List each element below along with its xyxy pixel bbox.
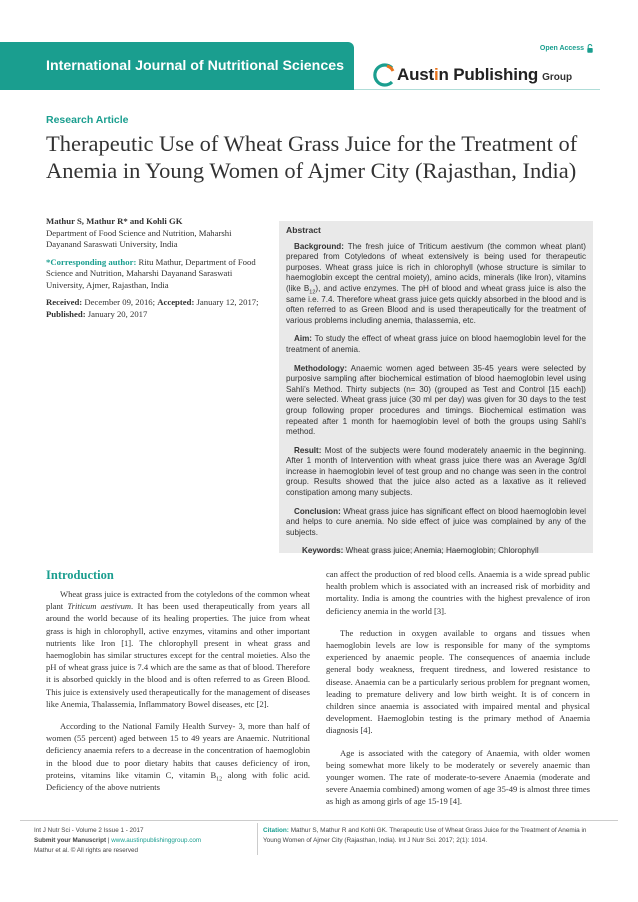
publisher-name: Austin Publishing: [397, 65, 539, 84]
abstract-methodology: Methodology: Anaemic women aged between 35-45 years were selected by purposive sampling after biochemical estimation of blood haemoglobin level using Sahli’s Method. Thirty subjects (n= 30) (grouped as Test and Control [15 each]) were selected. Wheat grass juice (30 ml per day) was given for 30 days to the test group following proper procedures and timings. Biochemical estimation was repeated after 1 month for haemoglobin level of both the groups using Sahli’s method.: [286, 363, 586, 437]
article-dates: Received: December 09, 2016; Accepted: January 12, 2017; Published: January 20, 2017: [46, 297, 259, 319]
publisher-logo-icon: [372, 62, 396, 88]
article-title: Therapeutic Use of Wheat Grass Juice for the Treatment of Anemia in Young Women of Ajmer City (Rajasthan, India): [46, 131, 578, 183]
publisher-logo: [372, 62, 572, 88]
corresponding-author: *Corresponding author: Ritu Mathur, Department of Food Science and Nutrition, Maharshi Dayanand Saraswati University, Ajmer, Rajasthan, India: [46, 256, 256, 290]
intro-paragraph-3: can affect the production of red blood cells. Anaemia is a wide spread public health problem which is associated with an increased risk of morbidity and mortality. India is among the countries with the highest prevalence of iron deficiency anemia in the world [3].: [326, 569, 590, 616]
abstract-background: Background: The fresh juice of Triticum aestivum (the common wheat plant) prepared from Cotyledons of wheat extensively is being used for therapeutic purposes. Wheat grass juice is rich in chlorophyll (whose structure is similar to haemoglobin except the central moiety), amino acids, minerals (like Iron), vitamins (like $B_{12}$), and active enzymes. The pH of blood and wheat grass juice is also the same i.e. 7.4. Therefore wheat grass juice gets quickly absorbed in the blood and is often referred to as Green Blood and is used therapeutically for the treatment of various problems including anemia, thalassemia, etc.: [286, 241, 586, 325]
abstract-box: [279, 221, 593, 556]
intro-paragraph-2: According to the National Family Health Survey- 3, more than half of women (55 percent) aged between 15 to 49 years are Anaemic. Nutritional deficiency anaemia refers to a decrease in the concentration of haemoglobin in the blood due to poor dietary habits that causes deficiency of iron, proteins, vitamins like vitamin C, vitamin $B_{12}$ along with folic acid. Deficiency of the above nutrients: [46, 721, 311, 793]
introduction-heading: Introduction: [46, 568, 114, 582]
footer-submit: Submit your Manuscript | www.austinpublishinggroup.com: [34, 836, 202, 844]
intro-paragraph-4: The reduction in oxygen available to organs and tissues when haemoglobin levels are low is responsible for many of the symptoms experienced by anaemic people. The consequences of anaemia include general body weakness, frequent tiredness, and lowered resistance to disease. Anaemia can be a particularly serious problem for pregnant women, leading to premature delivery and low birth weight. It is of concern in children since anaemia is associated with impaired mental and physical development. Haemoglobin testing is the primary method of Anaemia diagnosis [4].: [326, 627, 590, 736]
open-lock-icon: [587, 44, 593, 53]
intro-paragraph-1: Wheat grass juice is extracted from the cotyledons of the common wheat plant Triticum aestivum. It has been used therapeutically from years all around the world because of its healing properties. The juice from wheat grass is high in chlorophyll, active enzymes, vitamins and other important nutrients like Iron [1]. The chlorophyll present in wheat grass and haemoglobin has similar structures except for the central moieties. Also the pH of wheat grass juice is 7.4 which are the same as that of blood. Therefore it is absorbed quickly in the blood and is often referred to as Green Blood. This juice is extensively used therapeutically for the management of diseases like Anemia, Thalassemia, Inflammatory Bowel diseases, etc [2].: [46, 589, 310, 709]
footer-url-link[interactable]: www.austinpublishinggroup.com: [111, 836, 202, 844]
body-column-right: [326, 568, 590, 818]
article-type: Research Article: [46, 114, 129, 126]
abstract-heading: Abstract: [286, 225, 321, 235]
footer-citation: Citation: Mathur S, Mathur R and Kohli GK. Therapeutic Use of Wheat Grass Juice for the Treatment of Anemia in Young Women of Ajmer City (Rajasthan, India). Int J Nutr Sci. 2017; 2(1): 1014.: [263, 827, 587, 844]
abstract-aim: Aim: To study the effect of wheat grass juice on blood haemoglobin level for the treatment of anemia.: [286, 334, 586, 354]
publisher-group: Group: [542, 71, 573, 83]
footer-divider: [257, 823, 258, 855]
open-access-badge[interactable]: [540, 44, 593, 53]
open-access-label: Open Access: [539, 45, 584, 52]
footer-rights: Mathur et al. © All rights are reserved: [34, 846, 139, 854]
author-names: Mathur S, Mathur R* and Kohli GK: [46, 216, 183, 226]
journal-title: International Journal of Nutritional Sciences: [46, 58, 344, 74]
banner-divider: [354, 89, 600, 90]
author-info: [46, 216, 268, 326]
body-column-left: [46, 568, 310, 803]
footer-volume: Int J Nutr Sci - Volume 2 Issue 1 - 2017: [34, 827, 144, 834]
footer-journal-info: [34, 826, 256, 855]
footer-rule: [20, 820, 618, 821]
abstract-conclusion: Conclusion: Wheat grass juice has significant effect on blood haemoglobin level and helps to cure anemia. No side effect of juice was complained by any of the subjects.: [286, 506, 587, 537]
intro-paragraph-5: Age is associated with the category of Anaemia, with older women being somewhat more likely to be moderately or severely anaemic than younger women. The rate of moderate-to-severe Anaemia (moderate and severe Anaemia combined) among women of age 35-49 is almost three times as high as among girls of age 15-19 [4].: [326, 747, 590, 807]
abstract-keywords: Keywords: Wheat grass juice; Anemia; Haemoglobin; Chlorophyll: [302, 546, 539, 556]
author-affiliation: Department of Food Science and Nutrition, Maharshi Dayanand Saraswati University, India: [46, 227, 232, 249]
abstract-result: Result: Most of the subjects were found moderately anaemic in the beginning. After 1 month of Intervention with wheat grass juice there was an Average 3g/dl increase in haemoglobin level of test group and no change was seen in the control group. Results showed that the juice also acted as a laxative as it relieved constipation among many subjects.: [286, 445, 586, 498]
